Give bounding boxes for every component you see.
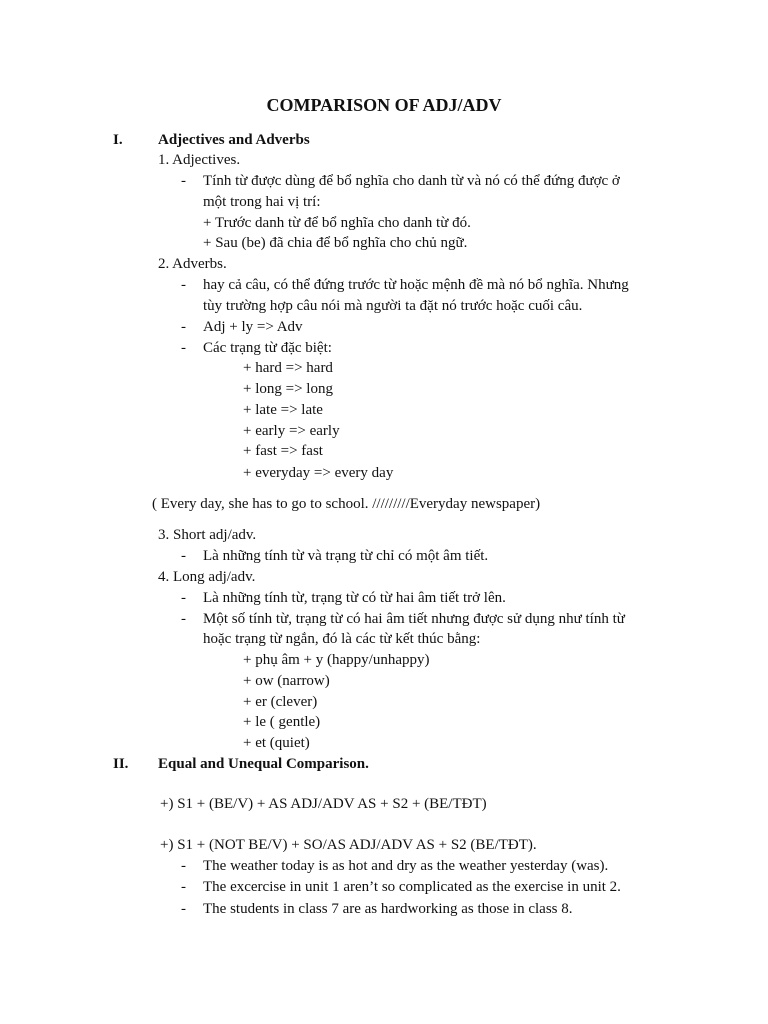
section-2-numeral: II. — [113, 756, 129, 772]
ending-item: + phụ âm + y (happy/unhappy) — [243, 652, 430, 668]
bullet-dash: - — [181, 173, 186, 189]
adjectives-bullet-line1: Tính từ được dùng để bổ nghĩa cho danh từ và nó có thể đứng được ở — [203, 173, 620, 189]
adjectives-sub1: + Trước danh từ để bổ nghĩa cho danh từ đó. — [203, 215, 471, 231]
special-adverb: + late => late — [243, 402, 323, 418]
example-sentence: The excercise in unit 1 aren’t so complicated as the exercise in unit 2. — [203, 879, 621, 895]
bullet-dash: - — [181, 319, 186, 335]
adverbs-bullet1-line1: hay cả câu, có thể đứng trước từ hoặc mệnh đề mà nó bổ nghĩa. Nhưng — [203, 277, 629, 293]
bullet-dash: - — [181, 277, 186, 293]
special-adverb: + hard => hard — [243, 360, 333, 376]
bullet-dash: - — [181, 590, 186, 606]
ending-item: + et (quiet) — [243, 735, 310, 751]
adjectives-sub2: + Sau (be) đã chia để bổ nghĩa cho chủ ngữ. — [203, 235, 468, 251]
special-adverb: + fast => fast — [243, 443, 323, 459]
section-1-numeral: I. — [113, 132, 123, 148]
adverbs-bullet1-line2: tùy trường hợp câu nói mà người ta đặt nó trước hoặc cuối câu. — [203, 298, 583, 314]
special-adverb: + long => long — [243, 381, 333, 397]
ending-item: + er (clever) — [243, 694, 318, 710]
section-1-heading: Adjectives and Adverbs — [158, 132, 310, 148]
bullet-dash: - — [181, 611, 186, 627]
special-adverb: + everyday => every day — [243, 465, 394, 481]
bullet-dash: - — [181, 858, 186, 874]
long-bullet1: Là những tính từ, trạng từ có từ hai âm tiết trở lên. — [203, 590, 506, 606]
example-sentence: The students in class 7 are as hardworking as those in class 8. — [203, 901, 573, 917]
item-long-label: 4. Long adj/adv. — [158, 569, 256, 585]
short-bullet1: Là những tính từ và trạng từ chỉ có một âm tiết. — [203, 548, 489, 564]
special-adverb: + early => early — [243, 423, 340, 439]
formula-unequal: +) S1 + (NOT BE/V) + SO/AS ADJ/ADV AS + S2 (BE/TĐT). — [160, 837, 537, 853]
example-note: ( Every day, she has to go to school. /////////Everyday newspaper) — [152, 496, 541, 512]
bullet-dash: - — [181, 879, 186, 895]
bullet-dash: - — [181, 340, 186, 356]
bullet-dash: - — [181, 548, 186, 564]
adverbs-bullet3: Các trạng từ đặc biệt: — [203, 340, 332, 356]
adverbs-bullet2: Adj + ly => Adv — [203, 319, 303, 335]
item-short-label: 3. Short adj/adv. — [158, 527, 257, 543]
ending-item: + ow (narrow) — [243, 673, 330, 689]
section-2-heading: Equal and Unequal Comparison. — [158, 756, 369, 772]
item-adverbs-label: 2. Adverbs. — [158, 256, 227, 272]
ending-item: + le ( gentle) — [243, 714, 321, 730]
long-bullet2-line2: hoặc trạng từ ngắn, đó là các từ kết thúc bằng: — [203, 631, 481, 647]
long-bullet2-line1: Một số tính từ, trạng từ có hai âm tiết nhưng được sử dụng như tính từ — [203, 611, 625, 627]
adjectives-bullet-line2: một trong hai vị trí: — [203, 194, 321, 210]
page-title: COMPARISON OF ADJ/ADV — [266, 95, 502, 115]
bullet-dash: - — [181, 901, 186, 917]
example-sentence: The weather today is as hot and dry as the weather yesterday (was). — [203, 858, 609, 874]
item-adjectives-label: 1. Adjectives. — [158, 152, 241, 168]
formula-equal: +) S1 + (BE/V) + AS ADJ/ADV AS + S2 + (BE/TĐT) — [160, 796, 487, 812]
